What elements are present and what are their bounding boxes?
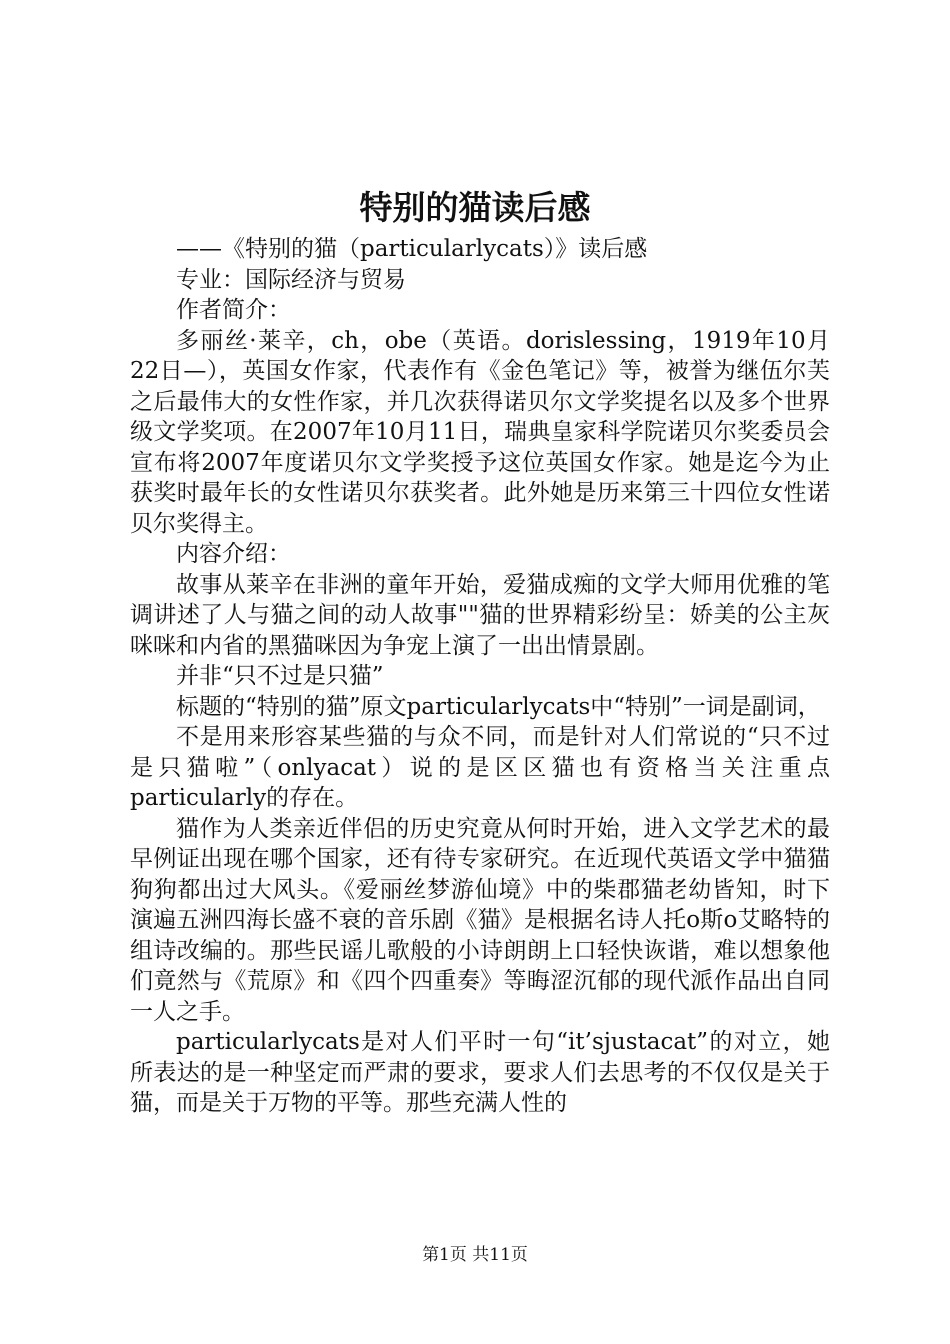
paragraph: 故事从莱辛在非洲的童年开始，爱猫成痴的文学大师用优雅的笔调讲述了人与猫之间的动人故事""猫的世界精彩纷呈：娇美的公主灰咪咪和内省的黑猫咪因为争宠上演了一出出情景剧。 xyxy=(130,571,830,659)
paragraph: 不是用来形容某些猫的与众不同，而是针对人们常说的“只不过是只猫啦”（onlyacat）说的是区区猫也有资格当关注重点particularly的存在。 xyxy=(130,724,830,811)
document-body xyxy=(130,234,830,1119)
paragraph: 内容介绍： xyxy=(176,541,291,567)
paragraph: 多丽丝·莱辛，ch，obe（英语。dorislessing，1919年10月22日—），英国女作家，代表作有《金色笔记》等，被誉为继伍尔芙之后最伟大的女性作家，并几次获得诺贝尔文学奖提名以及多个世界级文学奖项。在2007年10月11日，瑞典皇家科学院诺贝尔奖委员会宣布将2007年度诺贝尔文学奖授予这位英国女作家。她是迄今为止获奖时最年长的女性诺贝尔获奖者。此外她是历来第三十四位女性诺贝尔奖得主。 xyxy=(130,327,830,537)
paragraph: 标题的“特别的猫”原文particularlycats中“特别”一词是副词， xyxy=(176,693,821,720)
document-title: 特别的猫读后感 xyxy=(359,188,591,227)
paragraph: 作者简介： xyxy=(176,297,291,323)
page-footer: 第1页 共11页 xyxy=(422,1245,528,1265)
paragraph: particularlycats是对人们平时一句“it’sjustacat”的对立，她所表达的是一种坚定而严肃的要求，要求人们去思考的不仅仅是关于猫，而是关于万物的平等。那些充满人性的 xyxy=(130,1029,830,1116)
paragraph: 专业：国际经济与贸易 xyxy=(176,266,406,293)
paragraph: 并非“只不过是只猫” xyxy=(176,663,384,689)
paragraph: 猫作为人类亲近伴侣的历史究竟从何时开始，进入文学艺术的最早例证出现在哪个国家，还有待专家研究。在近现代英语文学中猫猫狗狗都出过大风头。《爱丽丝梦游仙境》中的柴郡猫老幼皆知，时下演遍五洲四海长盛不衰的音乐剧《猫》是根据名诗人托o斯o艾略特的组诗改编的。那些民谣儿歌般的小诗朗朗上口轻快诙谐，难以想象他们竟然与《荒原》和《四个四重奏》等晦涩沉郁的现代派作品出自同一人之手。 xyxy=(130,815,830,1025)
paragraph: ——《特别的猫（particularlycats）》读后感 xyxy=(176,236,648,262)
